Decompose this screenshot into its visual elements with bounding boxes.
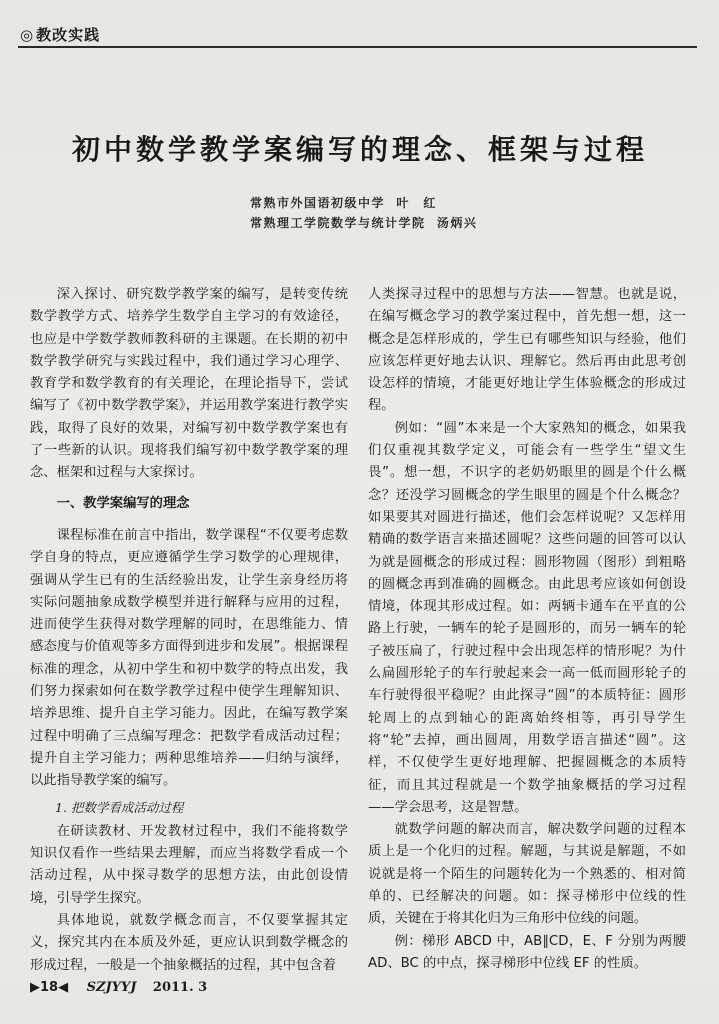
section-heading: 一、教学案编写的理念 [56,495,190,511]
page-footer [30,980,207,995]
left-column [30,284,348,977]
article-title: 初中数学教学案编写的理念、框架与过程 [71,133,648,166]
example-paragraph: 例：梯形 ABCD 中，AB∥CD，E、F 分别为两腰 AD、BC 的中点，探寻梯形中位线 EF 的性质。 [368,933,686,971]
right-column [368,284,686,975]
section-header [20,24,100,45]
author-line [250,194,437,211]
page-number: ▶18◀ [30,980,69,995]
header-rule [18,46,697,48]
intro-paragraph: 深入探讨、研究数学教学案的编写，是转变传统数学教学方式、培养学生数学自主学习的有效途径，也应是中学数学教师教科研的主课题。在长期的初中数学教学研究与实践过程中，我们通过学习心理学、教育学和数学教育的有关理论，在理论指导下，尝试编写了《初中数学教学案》，并运用教学案进行教学实践，取得了良好的效果，对编写初中数学教学案也有了一些新的认识。现将我们编写初中数学教学案的理念、框架和过程与大家探讨。 [30,287,348,481]
body-paragraph: 就数学问题的解决而言，解决数学问题的过程本质上是一个化归的过程。解题，与其说是解题，不如说就是将一个陌生的问题转化为一个熟悉的、相对简单的、已经解决的问题。如：探寻梯形中位线的性质，关键在于将其化归为三角形中位线的问题。 [368,822,686,927]
body-paragraph: 具体地说，就数学概念而言，不仅要掌握其定义，探究其内在本质及外延，更应认识到数学概念的形成过程，一般是一个抽象概括的过程，其中包含着 [30,913,348,973]
author-name: 汤炳兴 [436,216,478,230]
section-label: 教改实践 [36,26,101,44]
section-mark-icon: ◎ [20,26,35,44]
author-line [250,214,477,231]
author-affiliation: 常熟市外国语初级中学 [250,196,386,210]
author-affiliation: 常熟理工学院数学与统计学院 [250,216,426,230]
body-paragraph: 例如：“圆”本来是一个大家熟知的概念，如果我们仅重视其数学定义，可能会有一些学生“望文生畏”。想一想，不识字的老奶奶眼里的圆是个什么概念？还没学习圆概念的学生眼里的圆是个什么概念？如果要其对圆进行描述，他们会怎样说呢？又怎样用精确的数学语言来描述圆呢？这些问题的回答可以认为就是圆概念的形成过程：圆形物圆（图形）到粗略的圆概念再到准确的圆概念。由此思考应该如何创设情境，体现其形成过程。如：两辆卡通车在平直的公路上行驶，一辆车的轮子是圆形的，而另一辆车的轮子被压扁了，行驶过程中会出现怎样的情形呢？为什么扁圆形轮子的车行驶起来会一高一低而圆形轮子的车行驶得很平稳呢？由此探寻“圆”的本质特征：圆形轮周上的点到轴心的距离始终相等，再引导学生将“轮”去掉，画出圆周，用数学语言描述“圆”。这样，不仅使学生更好地理解、把握圆概念的本质特征，而且其过程就是一个数学抽象概括的学习过程——学会思考，这是智慧。 [368,420,686,815]
body-paragraph: 在研读教材、开发教材过程中，我们不能将数学知识仅看作一些结果去理解，而应当将数学看成一个活动过程，从中探寻数学的思想方法，由此创设情境，引导学生探究。 [30,823,348,906]
issue-number: 2011. 3 [152,980,208,995]
body-paragraph: 人类探寻过程中的思想与方法——智慧。也就是说，在编写概念学习的教学案过程中，首先想一想，这一概念是怎样形成的，学生已有哪些知识与经验，他们应该怎样更好地去认识、理解它。然后再由此思考创设怎样的情境，才能更好地让学生体验概念的形成过程。 [368,287,686,414]
body-paragraph: 课程标准在前言中指出，数学课程“不仅要考虑数学自身的特点，更应遵循学生学习数学的心理规律，强调从学生已有的生活经验出发，让学生亲身经历将实际问题抽象成数学模型并进行解释与应用的过程，进而使学生获得对数学理解的同时，在思维能力、情感态度与价值观等多方面得到进步和发展”。根据课程标准的理念，从初中学生和初中数学的特点出发，我们努力探索如何在数学教学过程中使学生理解知识、培养思维、提升自主学习能力。因此，在编写教学案过程中明确了三点编写理念：把数学看成活动过程；提升自主学习能力；两种思维培养——归纳与演绎，以此指导教学案的编写。 [30,527,348,789]
author-name: 叶 红 [396,196,437,210]
journal-name: SZJYYJ [86,980,137,995]
subsection-heading: 1. 把数学看成活动过程 [55,799,184,815]
